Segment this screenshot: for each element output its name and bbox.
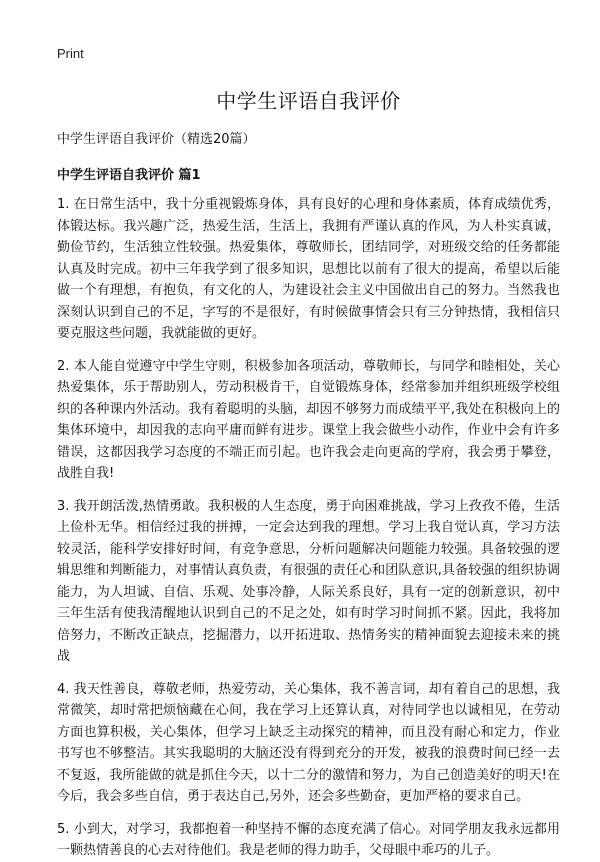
paragraph-4: 4. 我天性善良，尊敬老师，热爱劳动，关心集体，我不善言词，却有着自己的思想，我常微笑，却时常把烦恼藏在心间，我在学习上还算认真，对待同学也以诚相见，在劳动方面也算积极，关心集体，但学习上缺乏主动探究的精神，而且没有耐心和定力，作业书写也不够整洁。其实我聪明的大脑还没有得到充分的开发，被我的浪费时间已经一去不复返，我所能做的就是抓住今天，以十二分的激情和努力，为自己创造美好的明天!在今后，我会多些自信，勇于表达自己,另外，还会多些勤奋，更加严格的要求自己。 [57, 681, 560, 804]
paragraph-2: 2. 本人能自觉遵守中学生守则，积极参加各项活动，尊敬师长，与同学和睦相处，关心热爱集体，乐于帮助别人，劳动积极肯干，自觉锻炼身体，经常参加并组织班级学校组织的各种课内外活动。我有着聪明的头脑，却因不够努力而成绩平平,我处在积极向上的集体环境中，却因我的志向平庸而鲜有进步。课堂上我会做些小动作，作业中会有许多错误，这都因我学习态度的不端正而引起。也许我会走向更高的学府，我会勇于攀登，战胜自我! [57, 358, 560, 481]
paragraph-5: 5. 小到大，对学习，我都抱着一种坚持不懈的态度充满了信心。对同学朋友我永远都用一颗热情善良的心去对待他们。我是老师的得力助手，父母眼中乖巧的儿子。 [57, 821, 560, 858]
document-subtitle: 中学生评语自我评价（精选20篇） [57, 132, 256, 147]
paragraph-3: 3. 我开朗活泼,热情勇敢。我积极的人生态度，勇于向困难挑战，学习上孜孜不倦，生活上俭朴无华。相信经过我的拼搏，一定会达到我的理想。学习上我自觉认真，学习方法较灵活，能科学安排好时间，有竞争意思，分析问题解决问题能力较强。具备较强的逻辑思维和判断能力，对事情认真负责，有很强的责任心和团队意识,具备较强的组织协调能力，为人坦诚、自信、乐观、处事冷静，人际关系良好，具有一定的创新意识，初中三年生活有使我清醒地认识到自己的不足之处，如有时学习时间抓不紧。因此，我将加倍努力，不断改正缺点，挖掘潜力，以开拓进取、热情务实的精神面貌去迎接未来的挑战 [57, 498, 560, 664]
print-link[interactable]: Print [57, 46, 84, 61]
section-heading: 中学生评语自我评价 篇1 [57, 168, 201, 183]
page-title: 中学生评语自我评价 [216, 89, 401, 113]
paragraph-1: 1. 在日常生活中，我十分重视锻炼身体，具有良好的心理和身体素质，体育成绩优秀，体锻达标。我兴趣广泛，热爱生活，生活上，我拥有严谨认真的作风，为人朴实真诚，勤俭节约，生活独立性较强。热爱集体，尊敬师长，团结同学，对班级交给的任务都能认真及时完成。初中三年我学到了很多知识，思想比以前有了很大的提高，希望以后能做一个有理想，有抱负，有文化的人，为建设社会主义中国做出自己的努力。当然我也深刻认识到自己的不足，字写的不是很好，有时候做事情会只有三分钟热情，我相信只要克服这些问题，我就能做的更好。 [57, 197, 560, 341]
